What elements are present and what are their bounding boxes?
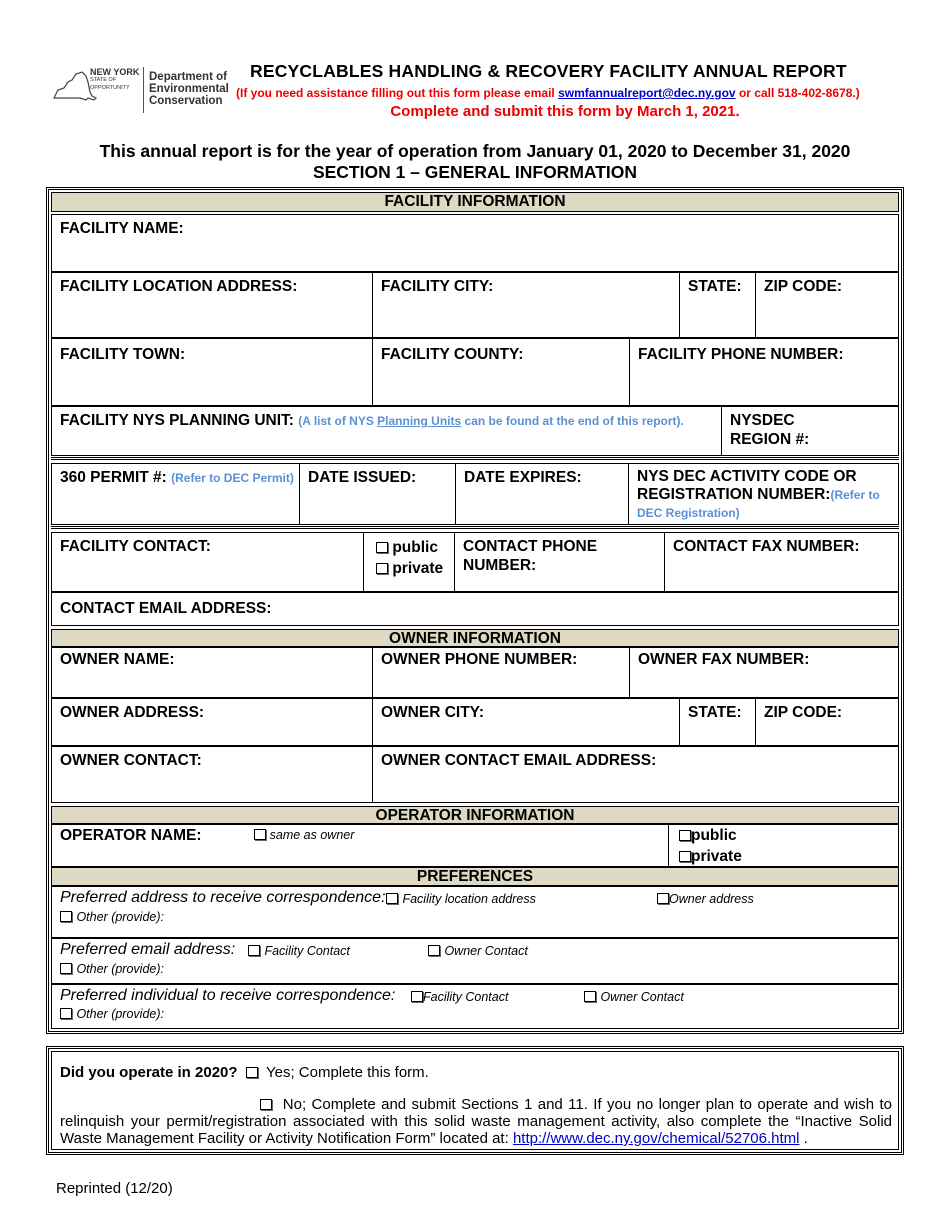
reprint-date: Reprinted (12/20) xyxy=(56,1180,173,1197)
activity-code-text: NYS DEC ACTIVITY CODE OR REGISTRATION NUMBER: xyxy=(637,468,857,503)
same-as-owner-option[interactable] xyxy=(254,827,354,842)
logo-opportunity: OPPORTUNITY xyxy=(90,85,130,91)
divider xyxy=(51,457,899,460)
planning-unit-field[interactable] xyxy=(51,406,722,456)
divider xyxy=(51,526,899,529)
same-as-owner-label: same as owner xyxy=(269,828,355,842)
facility-zip-label: ZIP CODE: xyxy=(764,278,843,295)
owner-city-field[interactable] xyxy=(372,698,680,746)
facility-contact-label: Facility Contact xyxy=(264,944,350,958)
public-label: public xyxy=(691,827,737,844)
divider xyxy=(668,824,669,867)
facility-city-label: FACILITY CITY: xyxy=(381,278,494,295)
facility-contact-label: Facility Contact xyxy=(423,990,509,1004)
public-label: public xyxy=(392,539,438,556)
facility-town-field[interactable] xyxy=(51,338,373,406)
operator-info-band: OPERATOR INFORMATION xyxy=(51,806,899,824)
activity-code-label xyxy=(637,468,895,522)
owner-name-label: OWNER NAME: xyxy=(60,651,175,668)
assist-suffix: or call 518-402-8678.) xyxy=(738,86,860,100)
permit-text: 360 PERMIT #: xyxy=(60,469,167,486)
activity-code-note: (Refer to DEC Registration) xyxy=(637,488,880,520)
pref-email-facility-option[interactable] xyxy=(248,942,350,960)
form-inner xyxy=(51,192,899,1029)
operator-private-option[interactable] xyxy=(679,846,742,867)
operator-type-options xyxy=(679,825,742,867)
checkbox[interactable] xyxy=(679,851,691,862)
checkbox[interactable] xyxy=(60,1008,72,1019)
facility-contact-public-option[interactable] xyxy=(376,537,443,558)
operate-question: Did you operate in 2020? xyxy=(60,1064,238,1081)
facility-contact-field[interactable] xyxy=(51,532,364,592)
facility-phone-label: FACILITY PHONE NUMBER: xyxy=(638,346,844,363)
facility-county-field[interactable] xyxy=(372,338,630,406)
owner-address-label: OWNER ADDRESS: xyxy=(60,704,205,721)
checkbox[interactable] xyxy=(584,991,596,1002)
logo-state: STATE OF xyxy=(90,77,117,83)
operate-no-text: No; Complete and submit Sections 1 and 11. If you no longer plan to operate and wish to relinquish your permit/registration associated with this solid waste management activity, also complete the “Inactive Solid Waste Management Facility or Activity Notification Form” located at: xyxy=(60,1096,892,1147)
dept-name xyxy=(149,71,229,107)
owner-zip-label: ZIP CODE: xyxy=(764,704,843,721)
facility-county-label: FACILITY COUNTY: xyxy=(381,346,524,363)
logo-divider xyxy=(143,67,144,113)
preferences-band: PREFERENCES xyxy=(51,867,899,886)
checkbox[interactable] xyxy=(428,945,440,956)
planning-units-link[interactable]: Planning Units xyxy=(377,414,462,428)
facility-city-field[interactable] xyxy=(372,272,680,338)
checkbox[interactable] xyxy=(376,542,388,553)
facility-location-address-label: Facility location address xyxy=(402,892,536,906)
planning-unit-note xyxy=(298,414,684,428)
facility-name-field[interactable] xyxy=(51,214,899,272)
planning-note-prefix: (A list of NYS xyxy=(298,414,374,428)
owner-fax-label: OWNER FAX NUMBER: xyxy=(638,651,810,668)
operate-question-box xyxy=(46,1046,904,1155)
contact-phone-field[interactable] xyxy=(454,532,665,592)
pref-email-other-option[interactable] xyxy=(60,960,164,978)
pref-individual-facility-option[interactable] xyxy=(411,988,508,1006)
checkbox[interactable] xyxy=(386,893,398,904)
facility-info-band: FACILITY INFORMATION xyxy=(51,192,899,212)
dept-line1: Department of xyxy=(149,71,227,83)
region-line1: NYSDEC xyxy=(730,412,795,429)
section-title: SECTION 1 – GENERAL INFORMATION xyxy=(312,162,638,182)
facility-address-label: FACILITY LOCATION ADDRESS: xyxy=(60,278,298,295)
pref-individual-owner-option[interactable] xyxy=(584,988,684,1006)
owner-phone-label: OWNER PHONE NUMBER: xyxy=(381,651,578,668)
general-info-form xyxy=(46,187,904,1034)
owner-fax-field[interactable] xyxy=(629,647,899,698)
operate-no-paragraph xyxy=(60,1096,892,1147)
activity-code-field[interactable] xyxy=(628,463,899,525)
preferred-email-text: Preferred email address: xyxy=(60,941,236,958)
owner-state-label: STATE: xyxy=(688,704,742,721)
operate-yes-checkbox[interactable] xyxy=(246,1067,258,1078)
operator-public-option[interactable] xyxy=(679,825,742,846)
operate-no-checkbox[interactable] xyxy=(260,1099,272,1110)
assistance-line xyxy=(236,86,896,100)
owner-contact-label: OWNER CONTACT: xyxy=(60,752,202,769)
region-line2: REGION #: xyxy=(730,431,810,448)
preferred-email-question xyxy=(60,941,235,959)
nysdec-region-field[interactable] xyxy=(721,406,899,456)
date-issued-label: DATE ISSUED: xyxy=(308,469,417,486)
inactive-facility-form-link[interactable]: http://www.dec.ny.gov/chemical/52706.html xyxy=(512,1130,800,1147)
logo-text xyxy=(90,68,139,92)
checkbox[interactable] xyxy=(376,563,388,574)
preferred-individual-row xyxy=(51,984,899,1029)
facility-state-field[interactable] xyxy=(679,272,756,338)
assist-prefix: (If you need assistance filling out this form please email xyxy=(236,86,555,100)
owner-contact-label: Owner Contact xyxy=(600,990,684,1004)
permit-note: (Refer to DEC Permit) xyxy=(171,471,294,485)
checkbox[interactable] xyxy=(679,830,691,841)
dept-line3: Conservation xyxy=(149,95,223,107)
facility-name-label: FACILITY NAME: xyxy=(60,220,184,237)
facility-address-field[interactable] xyxy=(51,272,373,338)
date-expires-label: DATE EXPIRES: xyxy=(464,469,582,486)
contact-fax-label: CONTACT FAX NUMBER: xyxy=(673,538,860,555)
owner-city-label: OWNER CITY: xyxy=(381,704,485,721)
preferred-address-text: Preferred address to receive correspondence xyxy=(60,889,382,906)
preferred-individual-text: Preferred individual to receive correspondence: xyxy=(60,987,396,1004)
operate-inner xyxy=(51,1051,899,1150)
owner-contact-email-field[interactable] xyxy=(372,746,899,803)
facility-zip-field[interactable] xyxy=(755,272,899,338)
permit-number-field[interactable] xyxy=(51,463,300,525)
facility-contact-label: FACILITY CONTACT: xyxy=(60,538,211,555)
checkbox[interactable] xyxy=(411,991,423,1002)
contact-type-options xyxy=(376,537,443,579)
preferred-address-question xyxy=(60,889,386,907)
owner-contact-label: Owner Contact xyxy=(444,944,528,958)
preferred-individual-question xyxy=(60,987,395,1005)
nys-dec-logo xyxy=(50,64,232,118)
owner-address-field[interactable] xyxy=(51,698,373,746)
owner-contact-email-label: OWNER CONTACT EMAIL ADDRESS: xyxy=(381,752,657,769)
permit-number-label xyxy=(60,468,294,488)
pref-individual-other-option[interactable] xyxy=(60,1005,164,1023)
planning-unit-text: FACILITY NYS PLANNING UNIT: xyxy=(60,412,294,429)
owner-contact-field[interactable] xyxy=(51,746,373,803)
facility-town-label: FACILITY TOWN: xyxy=(60,346,186,363)
operate-yes-label: Yes; Complete this form. xyxy=(265,1064,429,1081)
checkbox[interactable] xyxy=(60,911,72,922)
preferred-email-row xyxy=(51,938,899,984)
other-provide-label: Other (provide): xyxy=(76,962,164,976)
checkbox[interactable] xyxy=(60,963,72,974)
operate-no-end: . xyxy=(803,1130,808,1147)
deadline: Complete and submit this form by March 1, 2021. xyxy=(390,103,740,120)
pref-address-facility-option[interactable] xyxy=(386,890,536,908)
operate-yes-line xyxy=(60,1064,429,1081)
preferred-address-colon: : xyxy=(381,889,386,906)
private-label: private xyxy=(691,848,742,865)
nysdec-region-label xyxy=(730,411,809,449)
pref-address-other-option[interactable] xyxy=(60,908,164,926)
checkbox[interactable] xyxy=(248,945,260,956)
facility-state-label: STATE: xyxy=(688,278,742,295)
owner-phone-field[interactable] xyxy=(372,647,630,698)
owner-name-field[interactable] xyxy=(51,647,373,698)
facility-phone-field[interactable] xyxy=(629,338,899,406)
owner-info-band: OWNER INFORMATION xyxy=(51,629,899,647)
checkbox[interactable] xyxy=(254,829,266,840)
pref-email-owner-option[interactable] xyxy=(428,942,528,960)
report-title: RECYCLABLES HANDLING & RECOVERY FACILITY ANNUAL REPORT xyxy=(250,61,847,81)
preferred-address-row xyxy=(51,886,899,938)
operator-row xyxy=(51,824,899,867)
owner-address-label: Owner address xyxy=(669,892,754,906)
other-provide-label: Other (provide): xyxy=(76,910,164,924)
owner-state-field[interactable] xyxy=(679,698,756,746)
year-line: This annual report is for the year of operation from January 01, 2020 to December 31, 2020 xyxy=(99,141,851,161)
operator-name-label: OPERATOR NAME: xyxy=(60,827,202,844)
planning-note-suffix: can be found at the end of this report). xyxy=(464,414,684,428)
date-issued-field[interactable] xyxy=(299,463,456,525)
contact-email-label: CONTACT EMAIL ADDRESS: xyxy=(60,600,272,617)
date-expires-field[interactable] xyxy=(455,463,629,525)
private-label: private xyxy=(392,560,444,577)
contact-type-group xyxy=(363,532,455,592)
dept-line2: Environmental xyxy=(149,83,229,95)
contact-email-field[interactable] xyxy=(51,592,899,626)
contact-phone-label: CONTACT PHONE NUMBER: xyxy=(463,538,598,574)
owner-zip-field[interactable] xyxy=(755,698,899,746)
facility-contact-private-option[interactable] xyxy=(376,558,443,579)
planning-unit-label xyxy=(60,411,684,431)
logo-ny: NEW YORK xyxy=(90,67,140,77)
pref-address-owner-option[interactable] xyxy=(657,890,754,908)
assist-email-link[interactable]: swmfannualreport@dec.ny.gov xyxy=(558,86,736,100)
checkbox[interactable] xyxy=(657,893,669,904)
contact-fax-field[interactable] xyxy=(664,532,899,592)
other-provide-label: Other (provide): xyxy=(76,1007,164,1021)
